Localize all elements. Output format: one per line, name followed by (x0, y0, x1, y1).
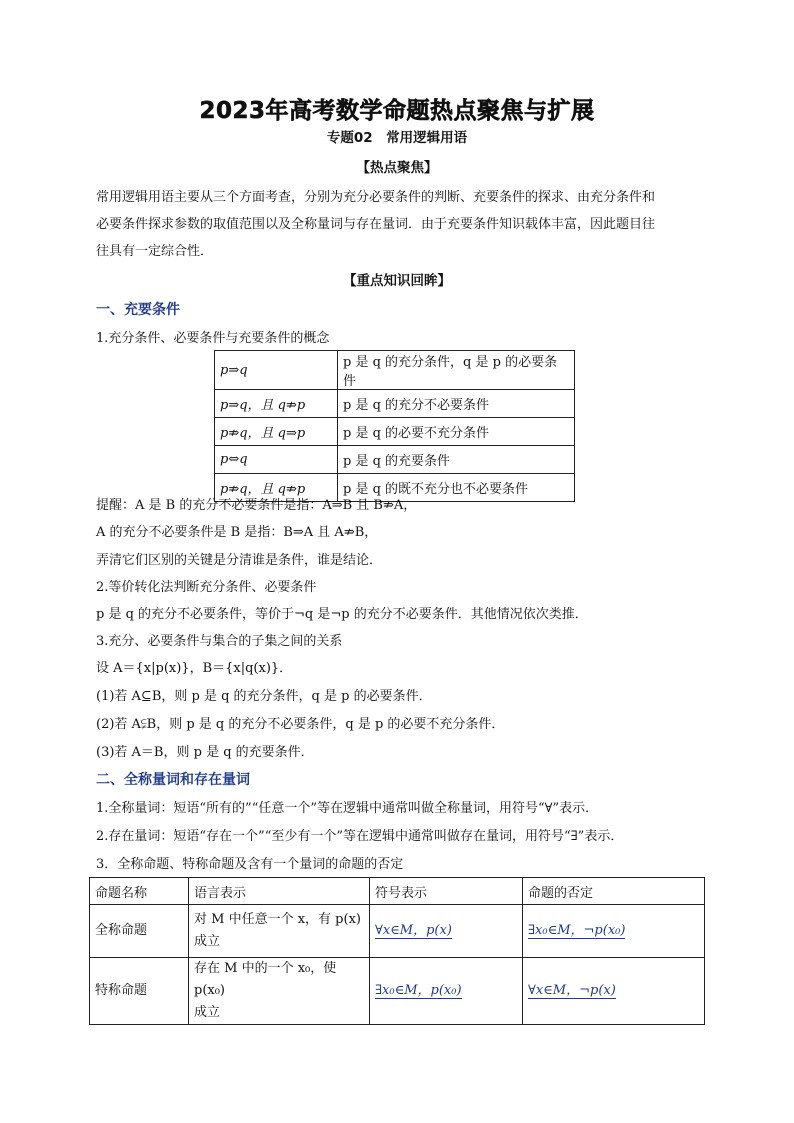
page-title: 2023年高考数学命题热点聚焦与扩展 (199, 98, 595, 124)
focus-paragraph (96, 184, 706, 265)
table-cell (523, 958, 705, 1025)
cell-line: 对 M 中任意一个 x，有 p(x) (194, 912, 361, 927)
table-row (90, 958, 705, 1025)
review-header: 【重点知识回眸】 (343, 273, 451, 289)
set-line: (1)若 A⊆B，则 p 是 q 的充分条件，q 是 p 的必要条件． (96, 689, 432, 704)
list-item: 3.充分、必要条件与集合的子集之间的关系 (96, 634, 343, 649)
table-cell: p⇒q，且 q⇏p (215, 390, 338, 418)
negation-expression: ∀x∈M，¬p(x) (528, 983, 616, 998)
table-cell: p 是 q 的充分条件，q 是 p 的必要条件 (338, 351, 575, 390)
set-definition: 设 A＝{x|p(x)}，B＝{x|q(x)}． (96, 661, 293, 676)
table-cell (370, 958, 523, 1025)
concept-table (214, 350, 575, 502)
set-line: (3)若 A＝B，则 p 是 q 的充要条件． (96, 745, 314, 760)
column-header: 符号表示 (370, 878, 523, 905)
negation-expression: ∃x₀∈M，¬p(x₀) (528, 923, 626, 938)
focus-header: 【热点聚焦】 (356, 160, 438, 176)
list-item: 2.存在量词：短语“存在一个”“至少有一个”等在逻辑中通常叫做存在量词，用符号“∃”表示． (96, 829, 624, 844)
symbol-expression: ∀x∈M，p(x) (375, 923, 452, 938)
table-cell: p 是 q 的充分不必要条件 (338, 390, 575, 418)
column-header: 命题的否定 (523, 878, 705, 905)
list-item: 3．全称命题、特称命题及含有一个量词的命题的否定 (96, 857, 404, 872)
table-cell: p⇒q (215, 351, 338, 390)
list-item: 2.等价转化法判断充分条件、必要条件 (96, 580, 317, 595)
table-cell: p⇏q，且 q⇏p (215, 474, 338, 502)
symbol-expression: ∃x₀∈M，p(x₀) (375, 983, 462, 998)
table-cell: p 是 q 的既不充分也不必要条件 (338, 474, 575, 502)
table-row (90, 905, 705, 958)
reminder-line: 弄清它们区别的关键是分清谁是条件，谁是结论． (96, 553, 383, 568)
section-heading: 一、充要条件 (96, 302, 180, 318)
table-row (215, 446, 575, 474)
table-row (215, 390, 575, 418)
reminder-line: A 的充分不必要条件是 B 是指：B⇒A 且 A⇏B， (96, 525, 378, 540)
column-header: 语言表示 (189, 878, 370, 905)
reminder-line: 提醒：A 是 B 的充分不必要条件是指：A⇒B 且 B⇏A， (96, 498, 417, 513)
list-item: 1.充分条件、必要条件与充要条件的概念 (96, 331, 330, 346)
table-row (215, 351, 575, 390)
cell-line: 成立 (194, 934, 221, 949)
table-header-row (90, 878, 705, 905)
page-subtitle: 专题02 常用逻辑用语 (326, 130, 468, 146)
table-cell (523, 905, 705, 958)
list-item: 1.全称量词：短语“所有的”“任意一个”等在逻辑中通常叫做全称量词，用符号“∀”表示． (96, 801, 599, 816)
focus-line: 常用逻辑用语主要从三个方面考查，分别为充分必要条件的判断、充要条件的探求、由充分条件和 (96, 190, 656, 205)
table-cell (370, 905, 523, 958)
set-line: (2)若 A⫋B，则 p 是 q 的充分不必要条件，q 是 p 的必要不充分条件． (96, 717, 505, 732)
table-cell (189, 905, 370, 958)
table-cell: p⇔q (215, 446, 338, 474)
table-cell: 全称命题 (90, 905, 189, 958)
table-cell: p⇏q，且 q⇒p (215, 418, 338, 446)
cell-line: 存在 M 中的一个 x₀，使 p(x₀) (194, 961, 337, 998)
focus-line: 往具有一定综合性． (96, 244, 214, 259)
column-header: 命题名称 (90, 878, 189, 905)
quantifier-table (89, 877, 705, 1025)
table-row (215, 418, 575, 446)
section-heading: 二、全称量词和存在量词 (96, 772, 250, 788)
focus-line: 必要条件探求参数的取值范围以及全称量词与存在量词．由于充要条件知识载体丰富，因此题目往 (96, 217, 656, 232)
text-line: p 是 q 的充分不必要条件，等价于¬q 是¬p 的充分不必要条件．其他情况依次类推． (96, 607, 588, 622)
table-cell (189, 958, 370, 1025)
cell-line: 成立 (194, 1005, 221, 1020)
table-cell: p 是 q 的充要条件 (338, 446, 575, 474)
table-cell: p 是 q 的必要不充分条件 (338, 418, 575, 446)
table-cell: 特称命题 (90, 958, 189, 1025)
